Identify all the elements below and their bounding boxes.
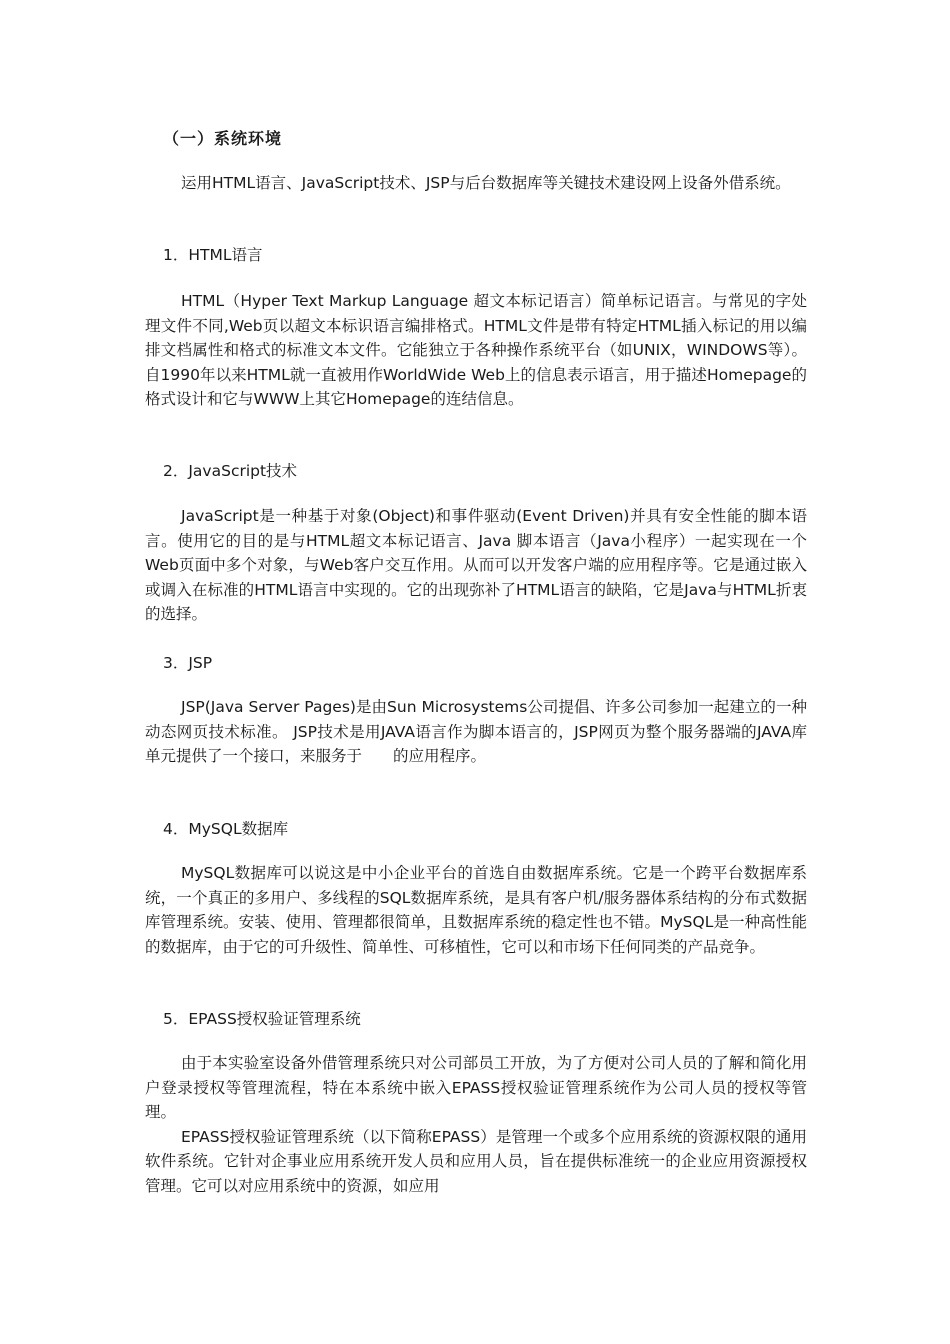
subsection-body-javascript bbox=[145, 504, 807, 627]
paragraph: JSP(Java Server Pages)是由Sun Microsystems公司提倡、许多公司参加一起建立的一种动态网页技术标准。 JSP技术是用JAVA语言作为脚本语言的，JSP网页为整个服务器端的JAVA库单元提供了一个接口，来服务于 的应用程序。 bbox=[145, 698, 807, 765]
subsection-body-jsp bbox=[145, 695, 807, 769]
subsection-body-mysql bbox=[145, 861, 807, 959]
paragraph: JavaScript是一种基于对象(Object)和事件驱动(Event Driven)并具有安全性能的脚本语言。使用它的目的是与HTML超文本标记语言、Java 脚本语言（Java小程序）一起实现在一个Web页面中多个对象，与Web客户交互作用。从而可以开发客户端的应用程序等。它是通过嵌入或调入在标准的HTML语言中实现的。它的出现弥补了HTML语言的缺陷，它是Java与HTML折衷的选择。 bbox=[145, 507, 807, 623]
subsection-body-html bbox=[145, 289, 807, 412]
paragraph: HTML（Hyper Text Markup Language 超文本标记语言）简单标记语言。与常见的字处理文件不同,Web页以超文本标识语言编排格式。HTML文件是带有特定HTML插入标记的用以编排文档属性和格式的标准文本文件。它能独立于各种操作系统平台（如UNIX，WINDOWS等）。自1990年以来HTML就一直被用作WorldWide Web上的信息表示语言，用于描述Homepage的格式设计和它与WWW上其它Homepage的连结信息。 bbox=[145, 292, 807, 408]
section-heading: （一）系统环境 bbox=[163, 129, 283, 148]
paragraph: 由于本实验室设备外借管理系统只对公司部员工开放，为了方便对公司人员的了解和简化用户登录授权等管理流程，特在本系统中嵌入EPASS授权验证管理系统作为公司人员的授权等管理。 bbox=[145, 1054, 807, 1121]
paragraph: EPASS授权验证管理系统（以下简称EPASS）是管理一个或多个应用系统的资源权限的通用软件系统。它针对企事业应用系统开发人员和应用人员，旨在提供标准统一的企业应用资源授权管理。它可以对应用系统中的资源，如应用 bbox=[145, 1127, 807, 1195]
intro-block bbox=[145, 171, 807, 196]
subsection-title-mysql: 4．MySQL数据库 bbox=[163, 820, 289, 838]
subsection-title-epass: 5．EPASS授权验证管理系统 bbox=[163, 1010, 361, 1028]
subsection-title-jsp: 3．JSP bbox=[163, 654, 213, 672]
intro-paragraph: 运用HTML语言、JavaScript技术、JSP与后台数据库等关键技术建设网上设备外借系统。 bbox=[181, 174, 791, 192]
paragraph: MySQL数据库可以说这是中小企业平台的首选自由数据库系统。它是一个跨平台数据库系统，一个真正的多用户、多线程的SQL数据库系统，是具有客户机/服务器体系结构的分布式数据库管理系统。安装、使用、管理都很简单，且数据库系统的稳定性也不错。MySQL是一种高性能的数据库，由于它的可升级性、简单性、可移植性，它可以和市场下任何同类的产品竞争。 bbox=[145, 864, 807, 956]
subsection-title-html: 1．HTML语言 bbox=[163, 246, 263, 264]
subsection-title-javascript: 2．JavaScript技术 bbox=[163, 462, 298, 480]
subsection-body-epass bbox=[145, 1051, 807, 1198]
